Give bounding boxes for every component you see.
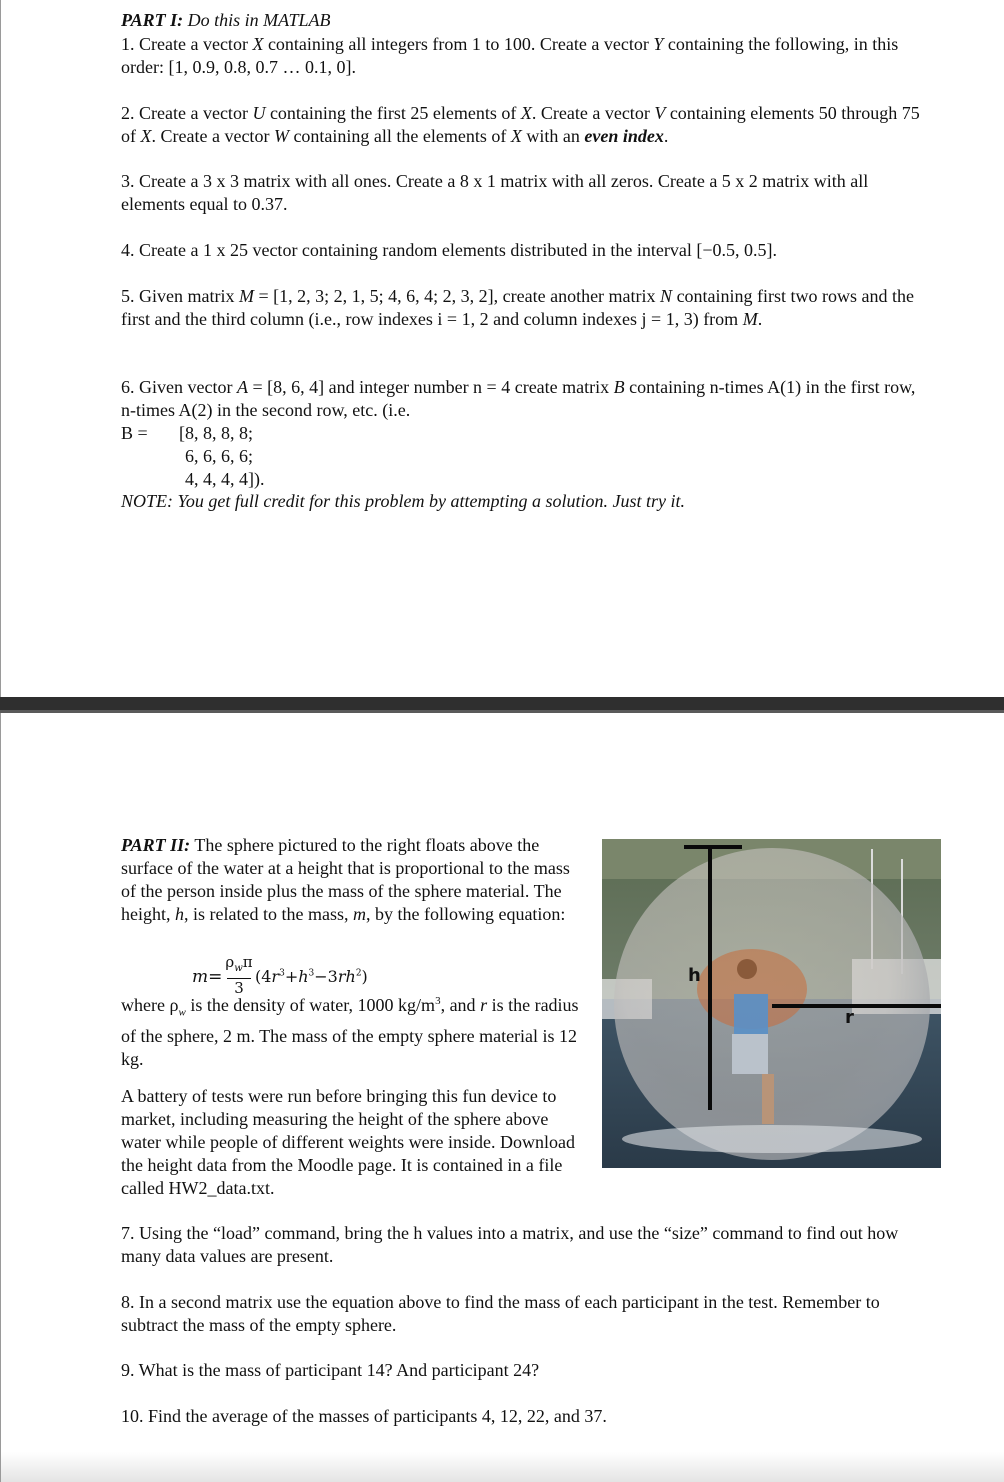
matrix-rows: [179, 422, 265, 491]
question-2: 2. Create a vector U containing the first 25 elements of X. Create a vector V containing elements 50 through 75 of X. Create a vector W containing all the elements of X with an even index.: [121, 103, 920, 146]
question-3: 3. Create a 3 x 3 matrix with all ones. Create a 8 x 1 matrix with all zeros. Create a 5 x 2 matrix with all elements equal to 0.37.: [121, 171, 869, 214]
matrix-row: 4, 4, 4, 4]).: [185, 469, 265, 489]
question-10: 10. Find the average of the masses of participants 4, 12, 22, and 37.: [121, 1406, 607, 1426]
water-sphere-photo: [602, 839, 941, 1168]
mass-equation: m= $\rho_w\pi$ 3 $(4r^3+h^3-3rh^2)$: [192, 953, 368, 997]
question-6: 6. Given vector A = [8, 6, 4] and integer number n = 4 create matrix B containing n-times A(1) in the first row, n-times A(2) in the second row, etc. (i.e.: [121, 377, 916, 420]
battery-paragraph: A battery of tests were run before bringing this fun device to market, including measuring the height of the sphere above water while people of different weights were inside. Download the height data from the Moodle page. It is contained in a file called HW2_data.txt.: [121, 1086, 576, 1198]
question-9: 9. What is the mass of participant 14? And participant 24?: [121, 1360, 540, 1380]
question-4: 4. Create a 1 x 25 vector containing random elements distributed in the interval [−0.5, 0.5].: [121, 240, 777, 260]
part2-intro: PART II: The sphere pictured to the right floats above the surface of the water at a height that is proportional to the mass of the person inside plus the mass of the sphere material. The height, h, is related to the mass, m, by the following equation:: [121, 835, 570, 924]
matrix-label: B =: [121, 423, 148, 443]
question-7: 7. Using the “load” command, bring the h values into a matrix, and use the “size” command to find out how many data values are present.: [121, 1223, 899, 1266]
question-1: 1. Create a vector X containing all integers from 1 to 100. Create a vector Y containing the following, in this order: [1, 0.9, 0.8, 0.7 … 0.1, 0].: [121, 34, 899, 77]
equation-fraction: $\rho_w\pi$ 3: [225, 953, 253, 997]
photo-illustration: [602, 839, 941, 1168]
radius-label: r: [845, 1007, 854, 1028]
part1-heading: [121, 9, 331, 32]
question-5: 5. Given matrix M = [1, 2, 3; 2, 1, 5; 4, 6, 4; 2, 3, 2], create another matrix N containing first two rows and the first and the third column (i.e., row indexes i = 1, 2 and column indexes j = 1, 3) from M.: [121, 286, 915, 329]
bottom-shade: [1, 1452, 1004, 1482]
note: NOTE: You get full credit for this problem by attempting a solution. Just try it.: [121, 491, 685, 511]
part2-title: PART II:: [121, 835, 191, 855]
part1-subtitle: Do this in MATLAB: [183, 10, 331, 30]
part1-title: PART I:: [121, 10, 184, 30]
matrix-row: 6, 6, 6, 6;: [185, 446, 254, 466]
page-separator: [0, 697, 1004, 713]
matrix-row: [8, 8, 8, 8;: [179, 423, 253, 443]
question-8: 8. In a second matrix use the equation above to find the mass of each participant in the test. Remember to subtract the mass of the empty sphere.: [121, 1292, 880, 1335]
height-label: h: [688, 965, 701, 986]
page-1: [0, 0, 1004, 697]
page-2: [0, 713, 1004, 1482]
variable-definitions: where $\rho_w$ is the density of water, 1000 $kg/m^3$, and r is the radius of the sphere, 2 m. The mass of the empty sphere material is 12 kg.: [121, 995, 579, 1069]
